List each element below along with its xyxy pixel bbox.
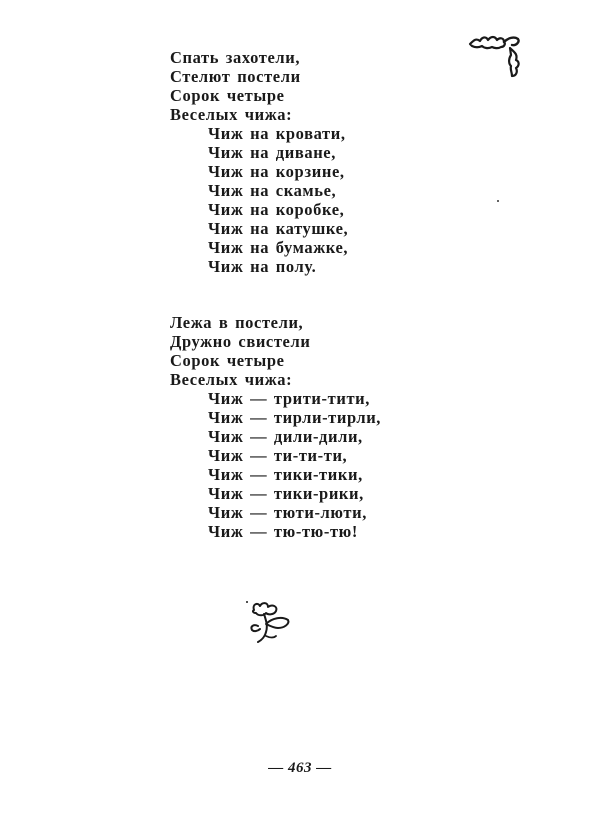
poem-line: Чиж на бумажке,	[208, 238, 349, 257]
poem-line: Чиж — тики-тики,	[208, 465, 363, 484]
holly-leaf-ornament-icon	[466, 30, 528, 82]
poem-line: Чиж на полу.	[208, 257, 317, 276]
poem-line: Чиж — трити-тити,	[208, 389, 370, 408]
poem-line: Стелют постели	[170, 67, 301, 86]
poem-line: Чиж — тюти-люти,	[208, 503, 367, 522]
stanza-2	[170, 313, 381, 541]
stanza-1	[170, 48, 348, 276]
poem-line: Чиж на скамье,	[208, 181, 337, 200]
poem-line: Чиж — дили-дили,	[208, 427, 363, 446]
poem-line: Чиж на коробке,	[208, 200, 345, 219]
poem-line: Чиж на корзине,	[208, 162, 345, 181]
poem-line: Чиж на диване,	[208, 143, 336, 162]
poem-line: Лежа в постели,	[170, 313, 304, 332]
poem-line: Дружно свистели	[170, 332, 311, 351]
poem-line: Веселых чижа:	[170, 370, 293, 389]
poem-line: Чиж — тирли-тирли,	[208, 408, 382, 427]
poem-line: Чиж — тю-тю-тю!	[208, 522, 358, 541]
poem-line: Спать захотели,	[170, 48, 301, 67]
poem-line: Чиж на кровати,	[208, 124, 346, 143]
poem-line: Чиж на катушке,	[208, 219, 349, 238]
flower-sprig-ornament-icon	[244, 598, 300, 646]
poem-line: Сорок четыре	[170, 351, 285, 370]
poem-line: Чиж — ти-ти-ти,	[208, 446, 348, 465]
poem-line: Сорок четыре	[170, 86, 285, 105]
print-speck	[497, 200, 499, 202]
page-number: — 463 —	[268, 760, 332, 776]
poem-line: Веселых чижа:	[170, 105, 293, 124]
poem-line: Чиж — тики-рики,	[208, 484, 364, 503]
